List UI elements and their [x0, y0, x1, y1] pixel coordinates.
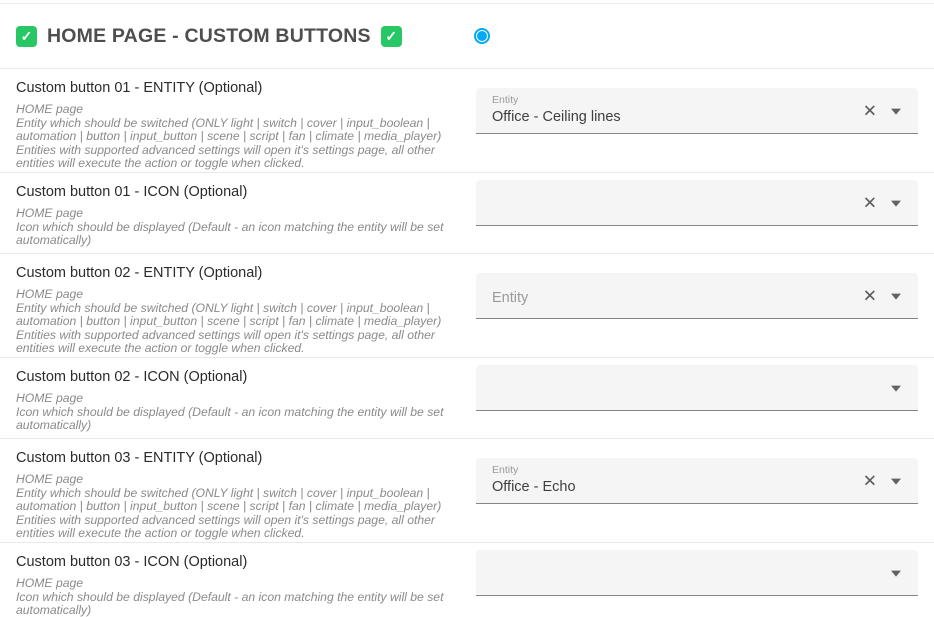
checked-checkbox-icon: [381, 26, 402, 47]
section-field-column: [476, 180, 918, 253]
section-description: [16, 207, 468, 248]
field-value: Office - Echo: [492, 479, 576, 495]
section-text-column: [16, 184, 468, 253]
section-text-column: [16, 265, 468, 357]
check-glyph: ✓: [20, 28, 33, 44]
description-line: Entity which should be switched (ONLY light | switch | cover | input_boolean | automation | button | input_button | scene | script | fan | climate | media_player): [16, 115, 442, 144]
clear-x-icon[interactable]: ✕: [862, 471, 877, 490]
entity-combobox-custom-button-01[interactable]: [476, 88, 918, 134]
description-line: Icon which should be displayed (Default - an icon matching the entity will be set automatically): [16, 219, 444, 248]
section-custom-button-02-icon: [0, 357, 934, 438]
description-line: HOME page: [16, 576, 84, 590]
description-line: HOME page: [16, 102, 84, 116]
section-custom-button-03-entity: [0, 438, 934, 542]
section-field-column: [476, 458, 918, 542]
field-placeholder: Entity: [492, 290, 529, 306]
section-text-column: [16, 554, 468, 617]
radio-dot: [477, 31, 487, 41]
section-heading: Custom button 03 - ICON (Optional): [16, 554, 248, 570]
section-field-column: [476, 365, 918, 438]
radio-selected-icon[interactable]: [474, 28, 490, 44]
description-line: Entity which should be switched (ONLY light | switch | cover | input_boolean | automation | button | input_button | scene | script | fan | climate | media_player): [16, 485, 442, 514]
dropdown-arrow-icon[interactable]: [891, 478, 901, 484]
check-glyph: ✓: [385, 28, 398, 44]
entity-combobox-custom-button-02[interactable]: [476, 273, 918, 319]
section-heading: Custom button 02 - ENTITY (Optional): [16, 265, 263, 281]
field-floating-label: Entity: [492, 94, 519, 106]
description-line: Entities with supported advanced settings will open it's settings page, all other entities will execute the action or toggle when clicked.: [16, 142, 435, 171]
section-heading: Custom button 02 - ICON (Optional): [16, 369, 248, 385]
icon-combobox-custom-button-03[interactable]: [476, 550, 918, 596]
section-heading: Custom button 01 - ENTITY (Optional): [16, 80, 263, 96]
checked-checkbox-icon: [16, 26, 37, 47]
section-description: [16, 103, 468, 171]
description-line: Icon which should be displayed (Default - an icon matching the entity will be set automatically): [16, 404, 444, 433]
section-heading: Custom button 03 - ENTITY (Optional): [16, 450, 263, 466]
page-title: HOME PAGE - CUSTOM BUTTONS: [47, 24, 371, 47]
description-line: Icon which should be displayed (Default - an icon matching the entity will be set automatically): [16, 589, 444, 617]
section-text-column: [16, 450, 468, 542]
section-field-column: [476, 88, 918, 172]
section-description: [16, 577, 468, 617]
section-description: [16, 392, 468, 433]
section-field-column: [476, 273, 918, 357]
section-custom-button-03-icon: [0, 542, 934, 617]
clear-x-icon[interactable]: ✕: [862, 193, 877, 212]
icon-combobox-custom-button-02[interactable]: [476, 365, 918, 411]
section-custom-button-01-icon: [0, 172, 934, 253]
entity-combobox-custom-button-03[interactable]: [476, 458, 918, 504]
page-header: [0, 4, 934, 68]
section-custom-button-02-entity: [0, 253, 934, 357]
section-text-column: [16, 369, 468, 438]
description-line: Entity which should be switched (ONLY light | switch | cover | input_boolean | automation | button | input_button | scene | script | fan | climate | media_player): [16, 300, 442, 329]
section-custom-button-01-entity: [0, 68, 934, 172]
section-field-column: [476, 550, 918, 617]
description-line: HOME page: [16, 472, 84, 486]
description-line: HOME page: [16, 287, 84, 301]
field-value: Office - Ceiling lines: [492, 109, 621, 125]
dropdown-arrow-icon[interactable]: [891, 200, 901, 206]
description-line: HOME page: [16, 391, 84, 405]
dropdown-arrow-icon[interactable]: [891, 570, 901, 576]
description-line: Entities with supported advanced settings will open it's settings page, all other entities will execute the action or toggle when clicked.: [16, 327, 435, 356]
dropdown-arrow-icon[interactable]: [891, 385, 901, 391]
description-line: HOME page: [16, 206, 84, 220]
dropdown-arrow-icon[interactable]: [891, 293, 901, 299]
icon-combobox-custom-button-01[interactable]: [476, 180, 918, 226]
section-description: [16, 473, 468, 541]
clear-x-icon[interactable]: ✕: [862, 286, 877, 305]
field-floating-label: Entity: [492, 464, 519, 476]
description-line: Entities with supported advanced settings will open it's settings page, all other entities will execute the action or toggle when clicked.: [16, 512, 435, 541]
section-heading: Custom button 01 - ICON (Optional): [16, 184, 248, 200]
section-text-column: [16, 80, 468, 172]
section-description: [16, 288, 468, 356]
clear-x-icon[interactable]: ✕: [862, 101, 877, 120]
dropdown-arrow-icon[interactable]: [891, 108, 901, 114]
